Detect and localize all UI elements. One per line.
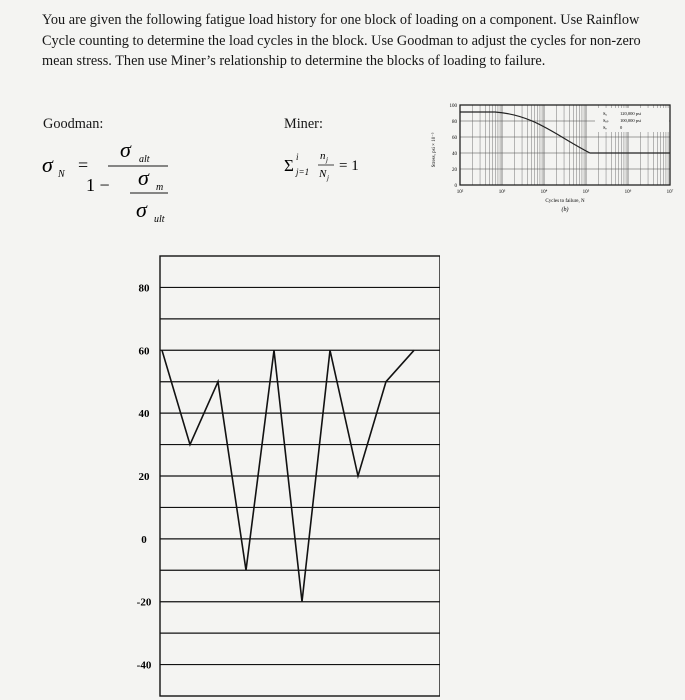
sum-lower: j=1 [296, 167, 310, 177]
miner-label: Miner: [284, 116, 323, 132]
sn-xtick: 10⁵ [582, 190, 590, 195]
problem-statement: You are given the following fatigue load history for one block of loading on a component. Use Rainflow Cycle counting to determine the load cycles in the block. Use Goodman to adjust the cycles for non-zero mean stress. Then use Miner’s relationship to determine the blocks of loading to failure. [42, 12, 641, 69]
sub-ult: ult [154, 214, 165, 225]
one-minus: 1 − [86, 175, 110, 195]
sigma-ult: σ [136, 197, 147, 222]
sn-ytick: 100 [449, 104, 457, 109]
sn-ytick: 80 [452, 120, 457, 125]
sn-legend-value: 120,000 psi [620, 111, 642, 116]
load-y-label: -40 [136, 659, 152, 672]
sn-ytick: 0 [454, 184, 457, 189]
cap-n-j: N [319, 168, 327, 180]
goodman-label: Goodman: [43, 116, 104, 132]
load-y-label: 80 [138, 282, 150, 295]
svg-text:j: j [326, 156, 328, 164]
sum-symbol: Σ [284, 156, 294, 175]
svg-text:j: j [327, 174, 329, 182]
load-y-label: 20 [138, 471, 150, 483]
sub-m: m [156, 182, 164, 193]
sn-legend-sym: Sₑₚ [603, 118, 609, 123]
sn-y-title: Stress, psi × 10⁻³ [432, 132, 437, 168]
goodman-equation [28, 135, 213, 230]
sn-ytick: 60 [452, 136, 457, 141]
sn-legend-value: 0 [620, 125, 623, 130]
sn-legend-sym: Sᵤ [603, 111, 607, 116]
equals-one: = 1 [339, 158, 359, 174]
load-y-label: 40 [138, 408, 150, 421]
sub-n: N [58, 169, 65, 180]
sn-xtick: 10² [456, 190, 464, 195]
sigma-alt: σ [120, 137, 131, 162]
sn-ytick: 40 [452, 152, 457, 157]
sn-legend-sym: Sₑ [603, 125, 607, 130]
equals-sign: = [78, 155, 89, 175]
sn-xtick: 10⁷ [666, 190, 674, 195]
sn-xtick: 10³ [498, 190, 506, 195]
sn-x-title: Cycles to failure, N [545, 199, 585, 204]
sn-xtick: 10⁶ [624, 190, 632, 195]
load-y-label: -20 [136, 596, 152, 609]
n-j: n [320, 150, 326, 162]
sn-chart [425, 95, 675, 220]
sub-alt: alt [139, 154, 150, 165]
sn-ytick: 20 [452, 168, 457, 173]
load-y-labels [137, 282, 152, 671]
sn-xtick: 10⁴ [540, 190, 548, 195]
sigma-n: σ [42, 152, 53, 177]
sn-legend [595, 108, 669, 132]
miner-equation [282, 142, 392, 187]
sum-upper: i [296, 152, 299, 162]
sn-caption: (b) [561, 207, 569, 213]
load-y-label: 0 [141, 533, 147, 546]
load-y-label: 60 [138, 345, 150, 358]
sigma-m: σ [138, 165, 149, 190]
sn-legend-value: 100,000 psi [620, 118, 642, 123]
load-history-diagram [110, 248, 440, 698]
load-grid [160, 287, 440, 664]
